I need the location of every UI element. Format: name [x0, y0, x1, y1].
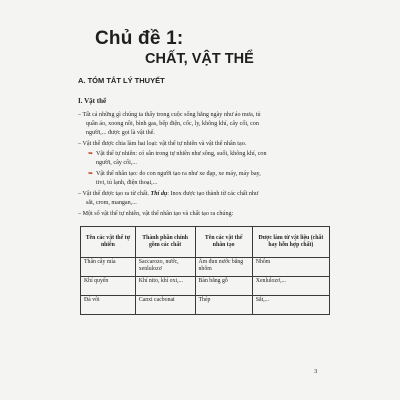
table-row [81, 296, 330, 315]
paragraph-5-prefix: – Vật thể được tạo ra từ chất. [78, 191, 151, 197]
table-header-cell: Được làm từ vật liệu (chất hay hỗn hợp chất) [252, 227, 329, 258]
paragraph-5-line-2: sắt, crom, mangan,... [86, 200, 137, 206]
table-cell: Thân cây mía [81, 258, 136, 277]
table-cell: Saccarozo, nước, xenlulozơ [135, 258, 195, 277]
paragraph-2: – Vật thể được chia làm hai loại: vật thể tự nhiên và vật thể nhân tạo. [78, 141, 247, 147]
table-cell: Thép [195, 296, 252, 315]
arrow-bullet-icon: ➥ [88, 171, 94, 177]
chapter-subtitle: CHẤT, VẬT THỂ [145, 51, 254, 67]
page-number: 3 [314, 368, 318, 375]
paragraph-4-line-2: tivi, tủ lạnh, điện thoại,... [96, 180, 158, 186]
table-header-cell: Tên các vật thể tự nhiên [81, 227, 136, 258]
table-cell: Bàn bằng gỗ [195, 277, 252, 296]
table-cell: Ấm đun nước bằng nhôm [195, 258, 252, 277]
paragraph-5-suffix: : Inox được tạo thành từ các chất như [167, 191, 259, 197]
paragraph-1-line-2: quần áo, xoong nồi, bình gas, bếp điện, cốc, ly, không khí, cây cối, con [86, 121, 259, 127]
table-cell: Đá vôi [81, 296, 136, 315]
table-cell: Khí nito, khí oxi,... [135, 277, 195, 296]
paragraph-6: – Một số vật thể tự nhiên, vật thể nhân tạo và chất tạo ra chúng: [78, 211, 234, 217]
section-i-heading: I. Vật thể [78, 97, 107, 105]
table-cell: Canxi cacbonat [135, 296, 195, 315]
table-cell: Nhôm [252, 258, 329, 277]
table-cell: Sắt,... [252, 296, 329, 315]
arrow-bullet-icon: ➥ [88, 151, 94, 157]
paragraph-5-line-1 [78, 190, 258, 198]
table-row [81, 277, 330, 296]
paragraph-1-line-3: người,... được gọi là vật thể. [86, 130, 155, 136]
paragraph-4-line-1: Vật thể nhân tạo: do con người tạo ra như xe đạp, xe máy, máy bay, [96, 171, 261, 177]
table-cell: Khí quyển [81, 277, 136, 296]
table-header-cell: Thành phần chính gồm các chất [135, 227, 195, 258]
table-row [81, 258, 330, 277]
example-label: Thí dụ [150, 191, 168, 197]
paragraph-1-line-1: – Tất cả những gì chúng ta thấy trong cuộc sống hằng ngày như áo mưa, tủ [78, 112, 261, 118]
table-cell: Xenlulozơ,... [252, 277, 329, 296]
objects-table [80, 226, 330, 315]
paragraph-3-line-2: người, cây cối,... [96, 160, 137, 166]
section-a-heading: A. TÓM TẮT LÝ THUYẾT [78, 76, 165, 85]
paragraph-3-line-1: Vật thể tự nhiên: có sẵn trong tự nhiên như sông, suối, không khí, con [96, 151, 267, 157]
table-header-row [81, 227, 330, 258]
table-header-cell: Tên các vật thể nhân tạo [195, 227, 252, 258]
chapter-title: Chủ đề 1: [95, 28, 184, 49]
